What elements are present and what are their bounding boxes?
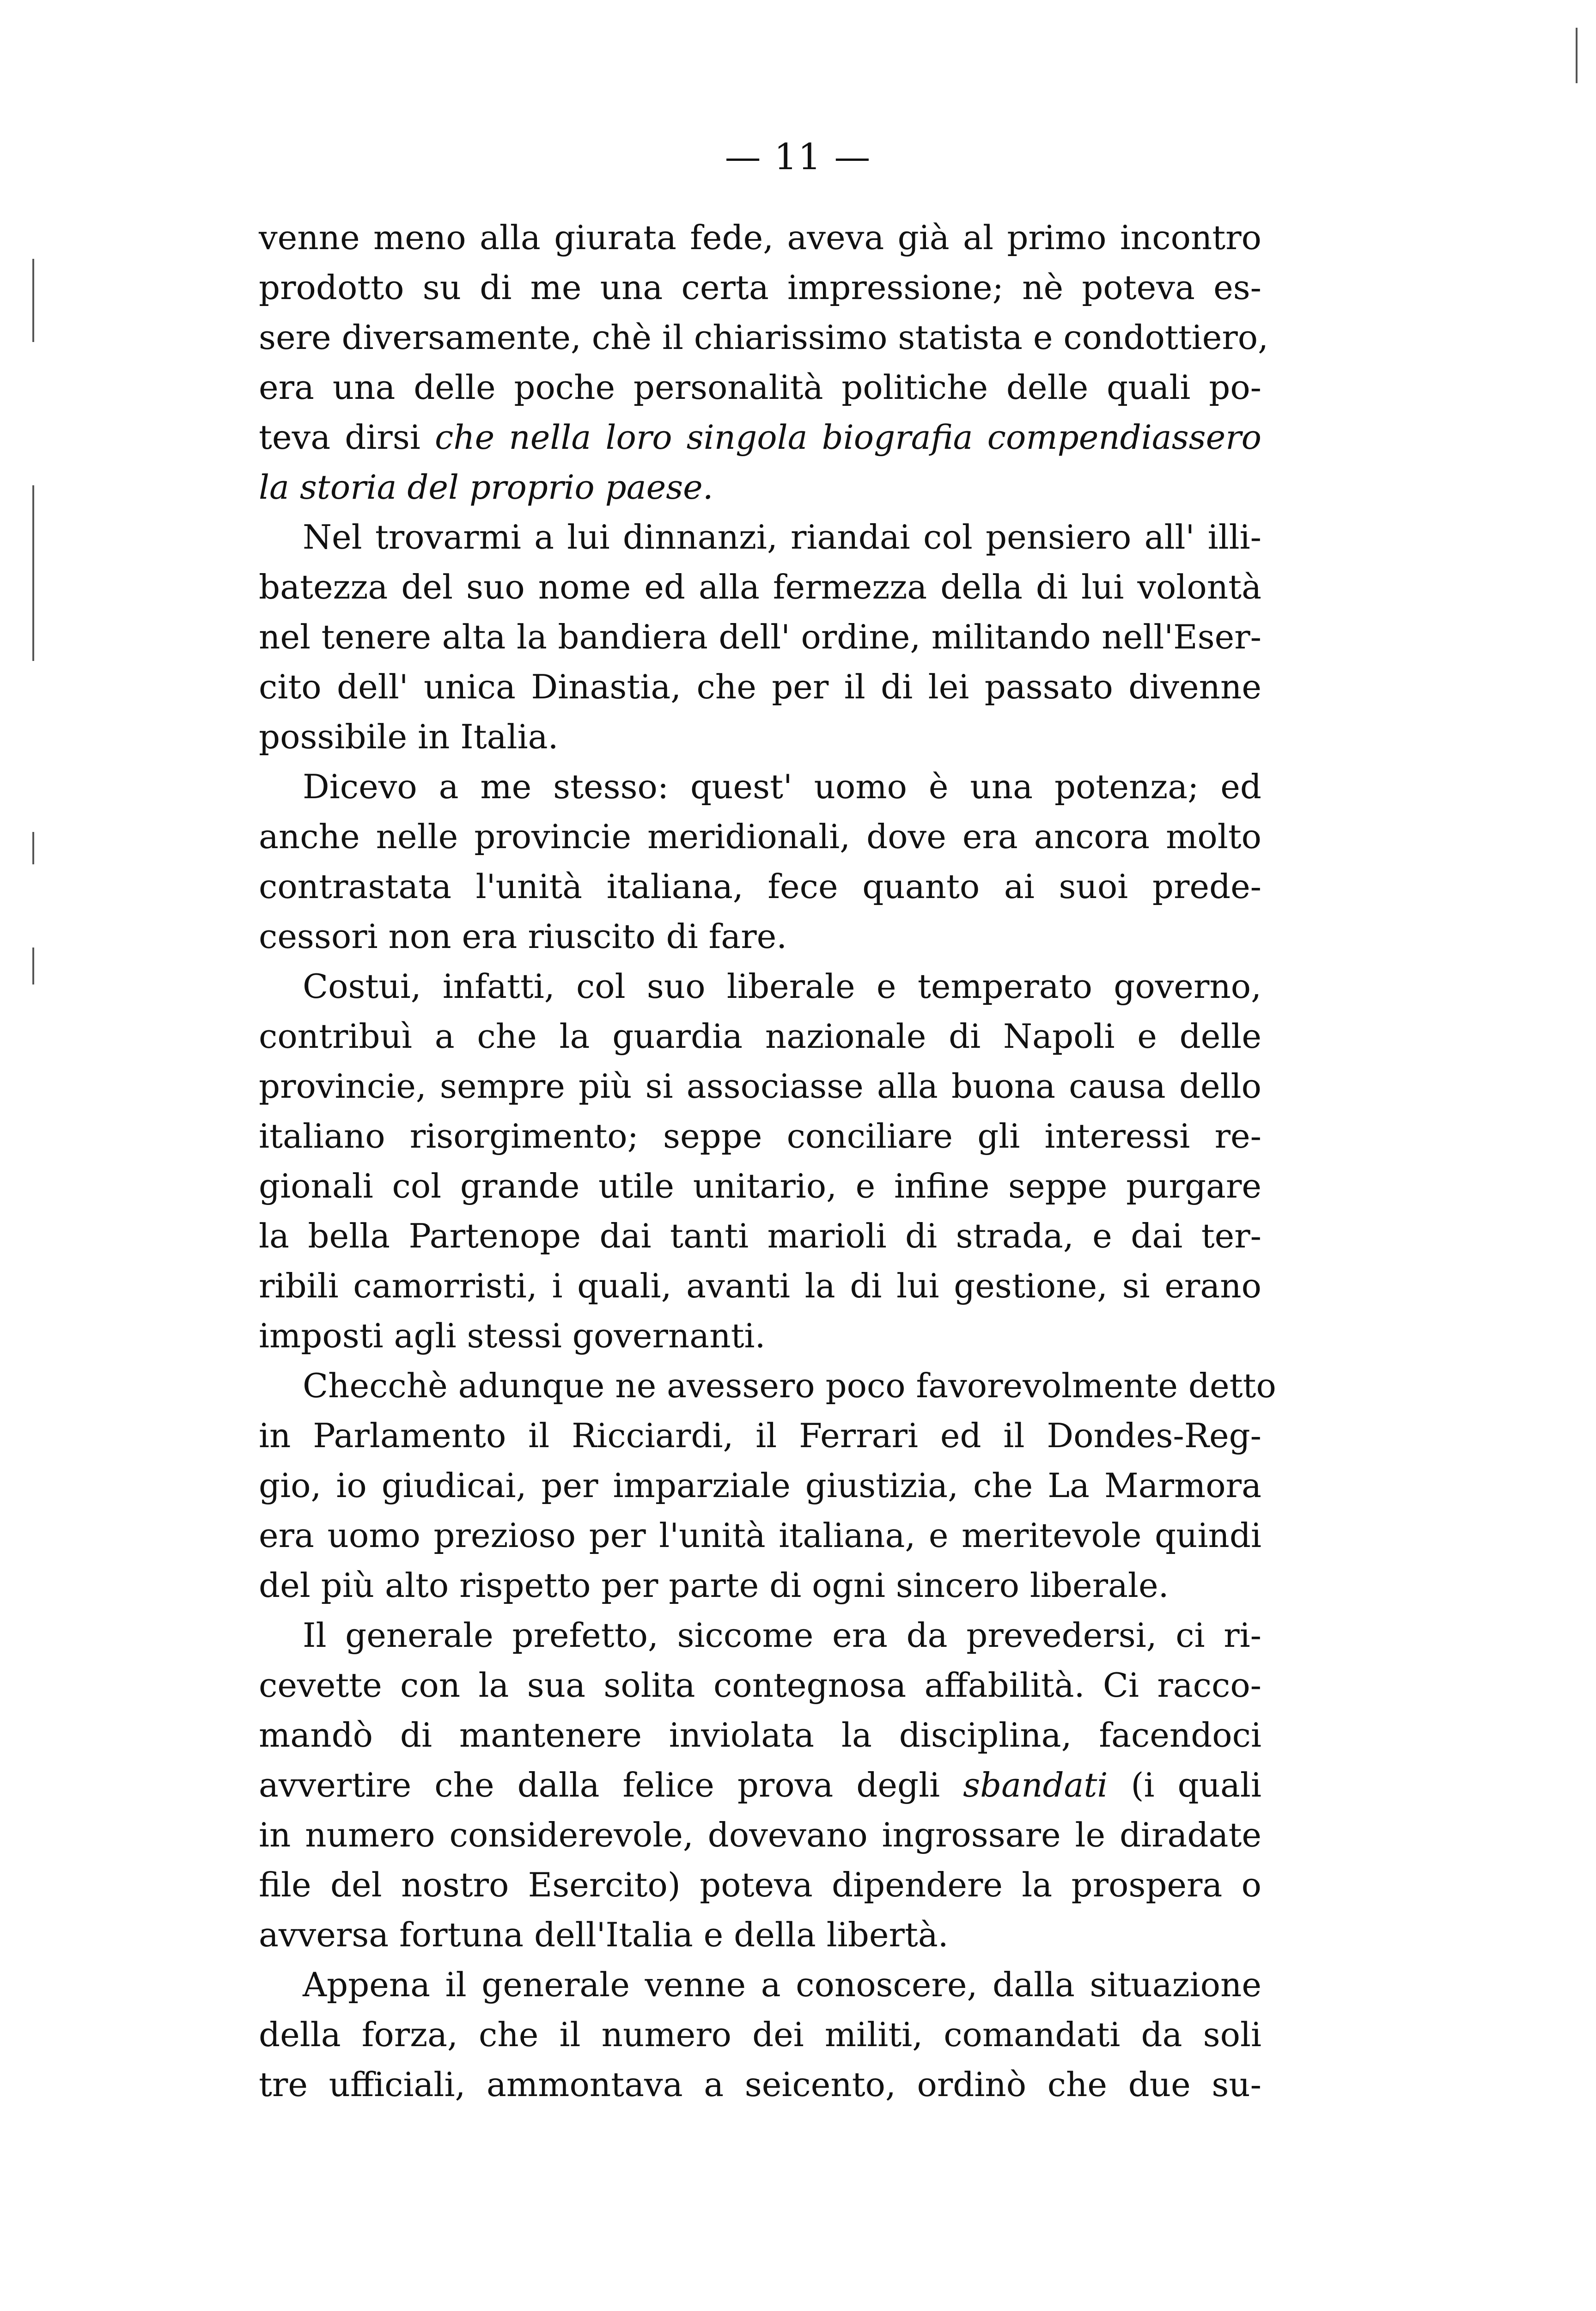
text-line	[259, 1810, 1261, 1860]
text-line	[259, 362, 1261, 412]
text-line	[259, 1211, 1261, 1261]
line-text: Il generale prefetto, siccome era da prevedersi, ci ri-	[303, 1616, 1261, 1655]
line-text: venne meno alla giurata fede, aveva già al primo incontro	[259, 218, 1261, 257]
line-text: gionali col grande utile unitario, e infine seppe purgare	[259, 1167, 1261, 1205]
text-line	[259, 1710, 1261, 1760]
text-line	[259, 462, 1261, 512]
line-text: Appena il generale venne a conoscere, dalla situazione	[303, 1965, 1261, 2004]
line-text: del più alto rispetto per parte di ogni sincero liberale.	[259, 1566, 1169, 1605]
line-text: in Parlamento il Ricciardi, il Ferrari ed il Dondes-Reg-	[259, 1416, 1261, 1455]
paragraph-start-line	[259, 1610, 1261, 1660]
paragraph-start-line	[259, 512, 1261, 562]
text-line	[259, 1461, 1261, 1510]
line-text: file del nostro Esercito) poteva dipendere la prospera o	[259, 1865, 1261, 1904]
text-line	[259, 2010, 1261, 2060]
line-text: Costui, infatti, col suo liberale e temperato governo,	[303, 967, 1261, 1006]
line-text: Checchè adunque ne avessero poco favorevolmente detto	[303, 1366, 1276, 1405]
text-line	[259, 1111, 1261, 1161]
text-line	[259, 862, 1261, 911]
text-line	[259, 1560, 1261, 1610]
line-text: Dicevo a me stesso: quest' uomo è una potenza; ed	[303, 767, 1261, 806]
text-line	[259, 1161, 1261, 1211]
line-text: della forza, che il numero dei militi, comandati da soli	[259, 2015, 1261, 2054]
text-line	[259, 1910, 1261, 1960]
paragraph-start-line	[259, 1960, 1261, 2010]
line-text: cevette con la sua solita contegnosa affabilità. Ci racco-	[259, 1666, 1261, 1705]
line-text: contrastata l'unità italiana, fece quanto ai suoi prede-	[259, 867, 1261, 906]
left-margin-rule	[32, 948, 34, 984]
paragraph-start-line	[259, 1361, 1276, 1411]
text-line	[259, 562, 1261, 612]
text-line	[259, 1061, 1261, 1111]
line-text: sere diversamente, chè il chiarissimo statista e condottiero,	[259, 318, 1268, 357]
line-text: Nel trovarmi a lui dinnanzi, riandai col pensiero all' illi-	[303, 518, 1261, 556]
text-line	[259, 2060, 1261, 2109]
left-margin-rule	[32, 832, 34, 864]
text-line	[259, 312, 1268, 362]
line-italic: la storia del proprio paese.	[259, 468, 713, 507]
line-text: avversa fortuna dell'Italia e della libertà.	[259, 1915, 949, 1954]
line-text: mandò di mantenere inviolata la disciplina, facendoci	[259, 1716, 1261, 1755]
text-line	[259, 812, 1261, 862]
line-text: era uomo prezioso per l'unità italiana, e meritevole quindi	[259, 1516, 1261, 1555]
line-text: (i quali	[1108, 1766, 1261, 1804]
line-text: nel tenere alta la bandiera dell' ordine, militando nell'Eser-	[259, 617, 1261, 656]
text-line	[259, 1760, 1261, 1810]
text-line	[259, 1011, 1261, 1061]
text-line	[259, 911, 1261, 961]
text-line	[259, 1311, 1261, 1361]
text-line	[259, 662, 1261, 712]
text-line	[259, 612, 1261, 662]
text-line	[259, 1411, 1261, 1461]
text-line	[259, 1261, 1261, 1311]
line-text: ribili camorristi, i quali, avanti la di lui gestione, si erano	[259, 1266, 1261, 1305]
text-line	[259, 263, 1261, 312]
line-text: cito dell' unica Dinastia, che per il di lei passato divenne	[259, 667, 1261, 706]
line-text: avvertire che dalla felice prova degli	[259, 1766, 963, 1804]
line-text: contribuì a che la guardia nazionale di Napoli e delle	[259, 1017, 1261, 1056]
line-text: in numero considerevole, dovevano ingrossare le diradate	[259, 1816, 1261, 1854]
text-line	[259, 712, 1261, 762]
line-text: provincie, sempre più si associasse alla buona causa dello	[259, 1067, 1261, 1106]
paragraph-start-line	[259, 762, 1261, 812]
line-text: tre ufficiali, ammontava a seicento, ordinò che due su-	[259, 2065, 1261, 2104]
line-text: possibile in Italia.	[259, 717, 559, 756]
text-line	[259, 1860, 1261, 1910]
line-text: la bella Partenope dai tanti marioli di strada, e dai ter-	[259, 1217, 1261, 1255]
line-text: era una delle poche personalità politiche delle quali po-	[259, 368, 1261, 407]
text-line	[259, 213, 1261, 263]
line-text: anche nelle provincie meridionali, dove era ancora molto	[259, 817, 1261, 856]
right-margin-rule	[1576, 28, 1578, 83]
line-italic: sbandati	[963, 1766, 1108, 1804]
line-text: teva dirsi	[259, 418, 435, 457]
line-text: gio, io giudicai, per imparziale giustizia, che La Marmora	[259, 1466, 1261, 1505]
left-margin-rule	[32, 485, 34, 661]
line-text: italiano risorgimento; seppe conciliare gli interessi re-	[259, 1117, 1261, 1156]
line-text: imposti agli stessi governanti.	[259, 1316, 766, 1355]
page-number: — 11 —	[725, 136, 871, 178]
line-text: cessori non era riuscito di fare.	[259, 917, 787, 956]
line-text: batezza del suo nome ed alla fermezza della di lui volontà	[259, 568, 1261, 606]
paragraph-start-line	[259, 961, 1261, 1011]
text-line	[259, 1510, 1261, 1560]
text-line	[259, 412, 1261, 462]
text-line	[259, 1660, 1261, 1710]
left-margin-rule	[32, 259, 34, 342]
line-italic: che nella loro singola biografia compendiassero	[434, 418, 1261, 457]
line-text: prodotto su di me una certa impressione; nè poteva es-	[259, 268, 1261, 307]
